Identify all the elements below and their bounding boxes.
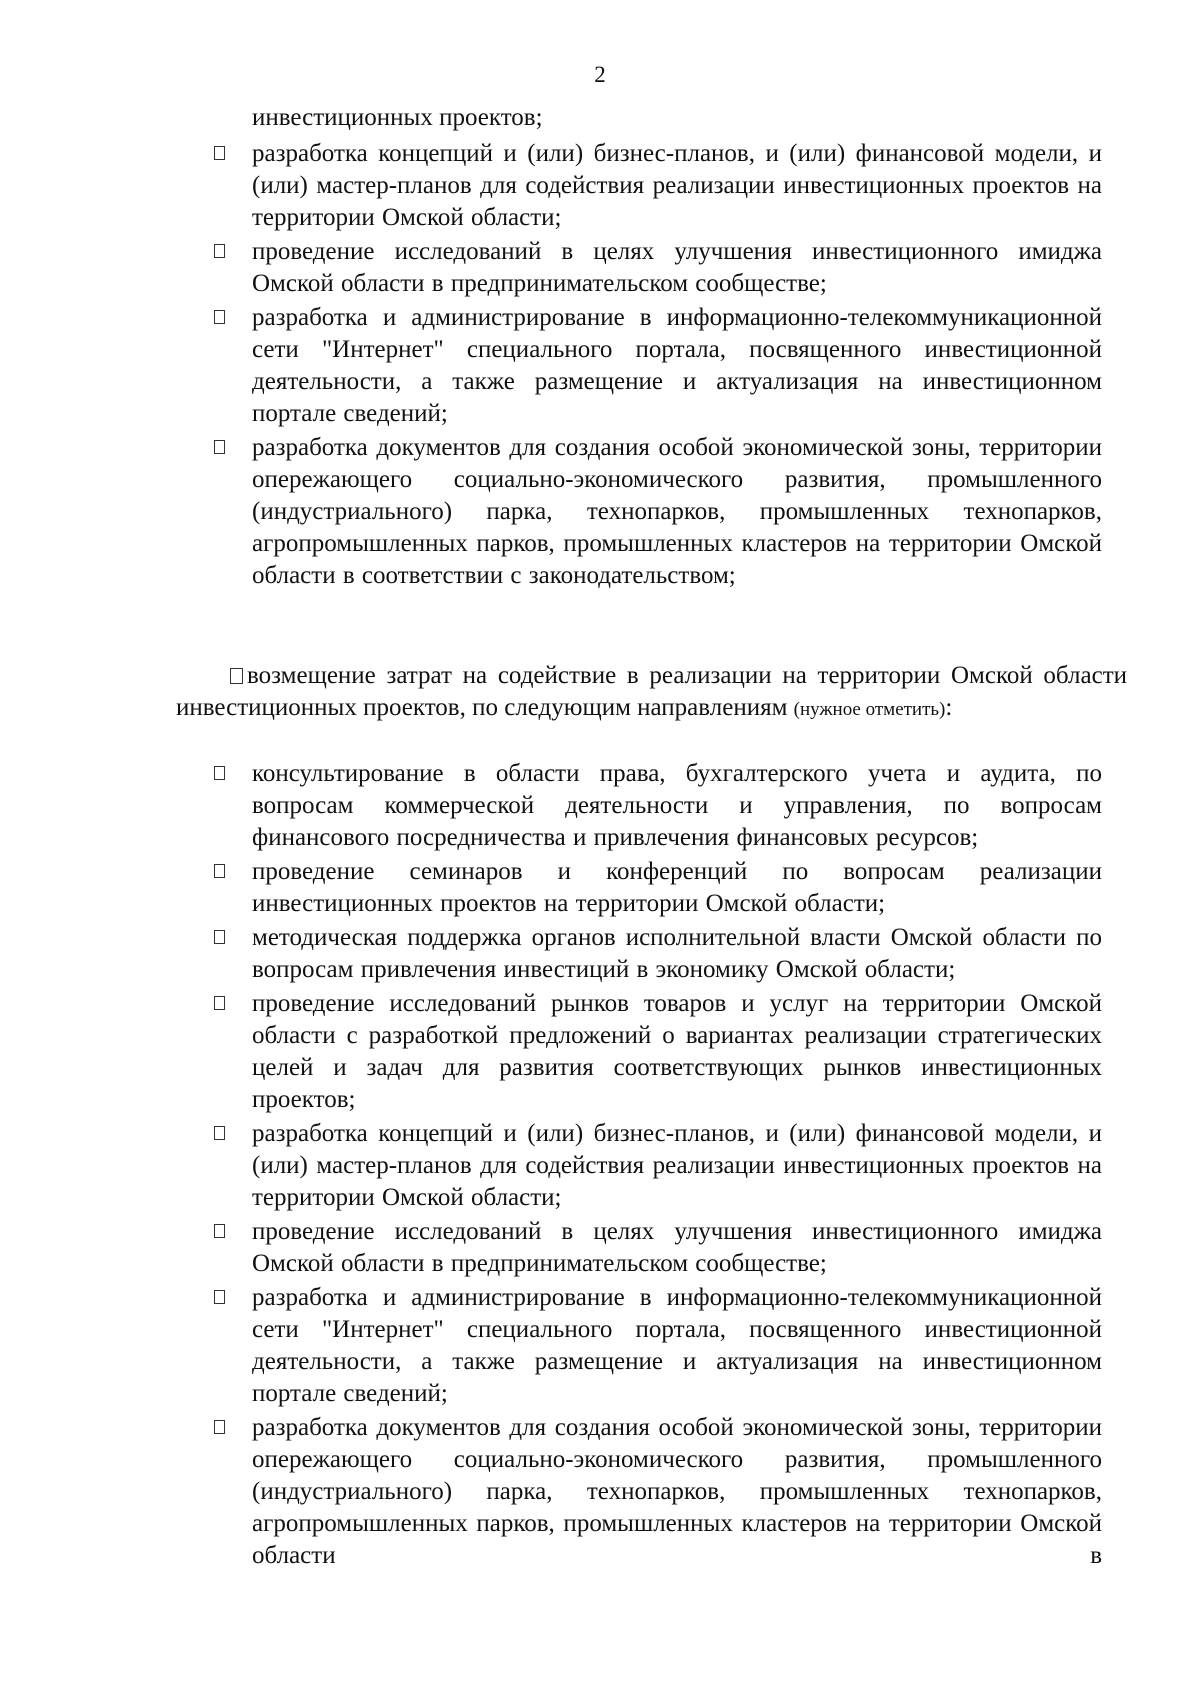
checkbox-list-1 <box>212 138 1102 594</box>
checkbox[interactable] <box>230 668 243 684</box>
list-item-text: проведение семинаров и конференций по вопросам реализации инвестиционных проектов на территории Омской области; <box>252 858 1102 917</box>
list-item <box>212 922 1102 986</box>
checkbox[interactable] <box>214 1420 225 1434</box>
list-item <box>212 1216 1102 1280</box>
list-item-text: проведение исследований в целях улучшения инвестиционного имиджа Омской области в предпринимательском сообществе; <box>252 238 1102 297</box>
list-item <box>212 302 1102 430</box>
list-item <box>212 758 1102 854</box>
paragraph-suffix: : <box>945 694 953 721</box>
list-item-text: разработка концепций и (или) бизнес-планов, и (или) финансовой модели, и (или) мастер-планов для содействия реализации инвестиционных проектов на территории Омской области; <box>252 1120 1102 1211</box>
section-paragraph <box>176 660 1127 726</box>
list-item <box>212 988 1102 1116</box>
list-item-text: разработка концепций и (или) бизнес-планов, и (или) финансовой модели, и (или) мастер-планов для содействия реализации инвестиционных проектов на территории Омской области; <box>252 140 1102 231</box>
checkbox[interactable] <box>214 440 225 454</box>
checkbox[interactable] <box>214 1290 225 1304</box>
list-item <box>212 236 1102 300</box>
checkbox[interactable] <box>214 244 225 258</box>
list-item-text: консультирование в области права, бухгалтерского учета и аудита, по вопросам коммерческой деятельности и управления, по вопросам финансового посредничества и привлечения финансовых ресурсов; <box>252 760 1102 851</box>
checkbox[interactable] <box>214 310 225 324</box>
checkbox[interactable] <box>214 996 225 1010</box>
list-item <box>212 1118 1102 1214</box>
checkbox-list-2 <box>212 758 1102 1574</box>
list-item-text: проведение исследований рынков товаров и услуг на территории Омской области с разработкой предложений о вариантах реализации стратегических целей и задач для развития соответствующих рынков инвестиционных проектов; <box>252 990 1102 1113</box>
list-item <box>212 1412 1102 1572</box>
checkbox[interactable] <box>214 1224 225 1238</box>
checkbox[interactable] <box>214 146 225 160</box>
paragraph-text: возмещение затрат на содействие в реализации на территории Омской области инвестиционных проектов, по следующим направлениям <box>176 662 1127 721</box>
page-number: 2 <box>594 62 606 87</box>
list-item <box>212 138 1102 234</box>
list-item <box>212 432 1102 592</box>
paragraph-note: (нужное отметить) <box>793 699 946 720</box>
list-item <box>212 856 1102 920</box>
checkbox[interactable] <box>214 1126 225 1140</box>
checkbox[interactable] <box>214 864 225 878</box>
list-item-text: разработка документов для создания особой экономической зоны, территории опережающего социально-экономического развития, промышленного (индустриального) парка, технопарков, промышленных технопарков, агропромышленных парков, промышленных кластеров на территории Омской области в <box>252 1414 1102 1569</box>
checkbox[interactable] <box>214 766 225 780</box>
continuation-line: инвестиционных проектов; <box>252 104 543 131</box>
list-item <box>212 1282 1102 1410</box>
list-item-text: разработка и администрирование в информационно-телекоммуникационной сети "Интернет" специального портала, посвященного инвестиционной деятельности, а также размещение и актуализация на инвестиционном портале сведений; <box>252 304 1102 427</box>
checkbox[interactable] <box>214 930 225 944</box>
list-item-text: разработка документов для создания особой экономической зоны, территории опережающего социально-экономического развития, промышленного (индустриального) парка, технопарков, промышленных технопарков, агропромышленных парков, промышленных кластеров на территории Омской области в соответствии с законодательством; <box>252 434 1102 589</box>
list-item-text: методическая поддержка органов исполнительной власти Омской области по вопросам привлечения инвестиций в экономику Омской области; <box>252 924 1102 983</box>
list-item-text: разработка и администрирование в информационно-телекоммуникационной сети "Интернет" специального портала, посвященного инвестиционной деятельности, а также размещение и актуализация на инвестиционном портале сведений; <box>252 1284 1102 1407</box>
list-item-text: проведение исследований в целях улучшения инвестиционного имиджа Омской области в предпринимательском сообществе; <box>252 1218 1102 1277</box>
